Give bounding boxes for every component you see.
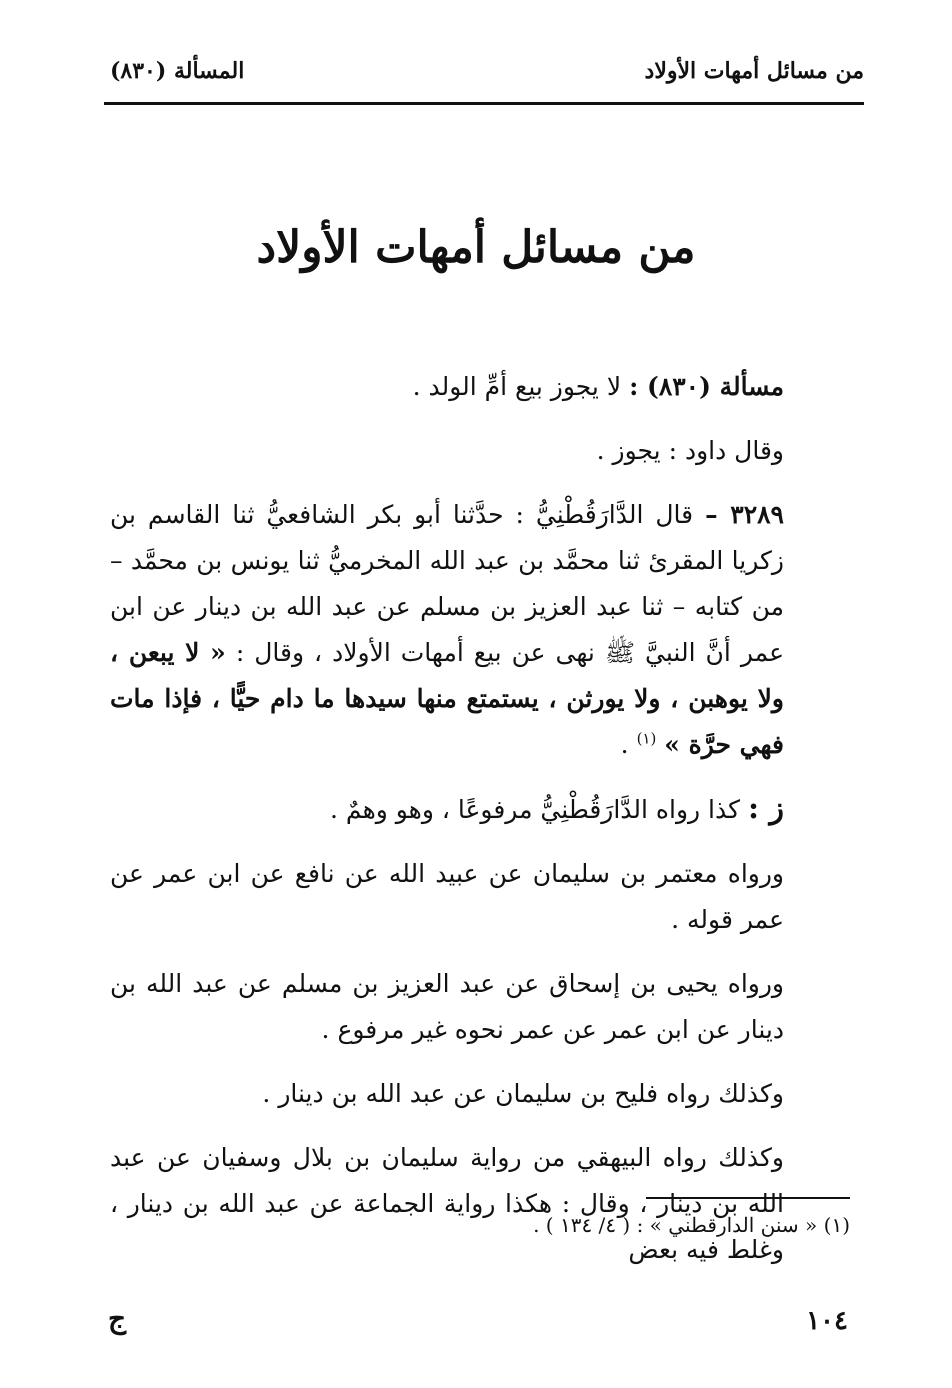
paragraph-fulayh: وكذلك رواه فليح بن سليمان عن عبد الله بن دينار . <box>262 1079 784 1108</box>
header-rule <box>104 102 864 105</box>
hadith-end: . <box>620 730 629 759</box>
running-head-issue: المسألة (٨٣٠) <box>110 58 245 84</box>
issue-label: مسألة (٨٣٠) : <box>629 372 784 401</box>
comment-text: كذا رواه الدَّارَقُطْنِيُّ مرفوعًا ، وهو وهمٌ . <box>330 795 741 824</box>
paragraph-bayhaqi: وكذلك رواه البيهقي من رواية سليمان بن بلال وسفيان عن عبد الله بن دينار ، وقال : هكذا رواية الجماعة عن عبد الله بن دينار ، وغلط فيه بعض <box>110 1143 784 1264</box>
main-text <box>110 364 850 1273</box>
editor-comment <box>110 786 850 833</box>
hadith-isnad: قال الدَّارَقُطْنِيُّ : حدَّثنا أبو بكر الشافعيُّ ثنا القاسم بن زكريا المقرئ ثنا محمَّد بن عبد الله المخرميُّ ثنا يونس بن محمَّد – من كتابه – ثنا عبد العزيز بن مسلم عن عبد الله بن دينار عن ابن عمر أنَّ النبيَّ ﷺ نهى عن بيع أمهات الأولاد ، وقال : <box>110 500 784 667</box>
hadith-number: ٣٢٨٩ – <box>705 500 784 529</box>
comment-mark: ز : <box>747 791 784 826</box>
issue-text: لا يجوز بيع أمِّ الولد . <box>412 372 622 401</box>
footnote-rule <box>646 1197 850 1199</box>
paragraph-mutamir: ورواه معتمر بن سليمان عن عبيد الله عن نافع عن ابن عمر عن عمر قوله . <box>110 859 784 934</box>
paragraph-yahya: ورواه يحيى بن إسحاق عن عبد العزيز بن مسلم عن عبد الله بن دينار عن ابن عمر عن عمر نحوه غير مرفوع . <box>110 969 784 1044</box>
footnote: (١) « سنن الدارقطني » : ( ٤/ ١٣٤ ) . <box>533 1213 850 1237</box>
running-head <box>110 58 864 98</box>
hadith-matn: « لا يبعن ، ولا يوهبن ، ولا يورثن ، يستمتع منها سيدها ما دام حيًّا ، فإذا مات فهي حرَّة » <box>110 638 784 759</box>
issue-line <box>110 364 850 410</box>
dawud-opinion: وقال داود : يجوز . <box>596 436 784 465</box>
page-number: ١٠٤ <box>806 1306 848 1336</box>
chapter-title: من مسائل أمهات الأولاد <box>256 222 696 273</box>
running-head-chapter: من مسائل أمهات الأولاد <box>644 58 864 84</box>
footnote-reference: (١) <box>636 729 657 748</box>
hadith-paragraph <box>110 492 850 768</box>
signature-mark: ج <box>108 1302 127 1335</box>
